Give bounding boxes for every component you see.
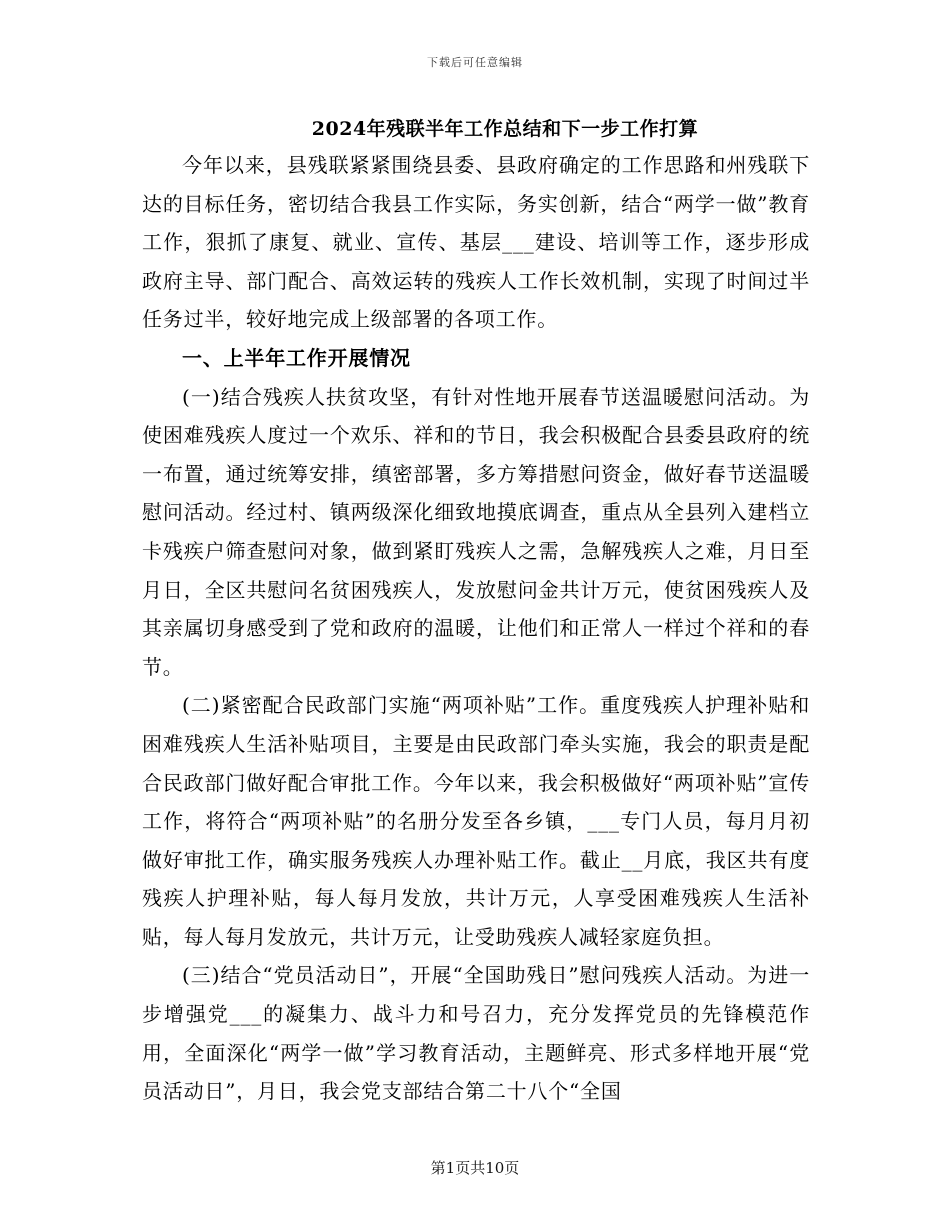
header-note: 下载后可任意编辑 bbox=[427, 56, 523, 69]
page-number: 第1页共10页 bbox=[430, 1159, 520, 1177]
document-body bbox=[142, 146, 810, 1111]
section-heading: 一、上半年工作开展情况 bbox=[182, 345, 411, 370]
section-paragraph-2: (二)紧密配合民政部门实施“两项补贴”工作。重度残疾人护理补贴和困难残疾人生活补贴项目，主要是由民政部门牵头实施，我会的职责是配合民政部门做好配合审批工作。今年以来，我会积极做好“两项补贴”宣传工作，将符合“两项补贴”的名册分发至各乡镇，___专门人员，每月月初做好审批工作，确实服务残疾人办理补贴工作。截止__月底，我区共有度残疾人护理补贴，每人每月发放，共计万元，人享受困难残疾人生活补贴，每人每月发放元，共计万元，让受助残疾人减轻家庭负担。 bbox=[142, 693, 810, 949]
section-paragraph-3: (三)结合“党员活动日”，开展“全国助残日”慰问残疾人活动。为进一步增强党___的凝集力、战斗力和号召力，充分发挥党员的先锋模范作用，全面深化“两学一做”学习教育活动，主题鲜亮、形式多样地开展“党员活动日”，月日，我会党支部结合第二十八个“全国 bbox=[142, 963, 810, 1104]
intro-paragraph: 今年以来，县残联紧紧围绕县委、县政府确定的工作思路和州残联下达的目标任务，密切结合我县工作实际，务实创新，结合“两学一做”教育工作，狠抓了康复、就业、宣传、基层___建设、培训等工作，逐步形成政府主导、部门配合、高效运转的残疾人工作长效机制，实现了时间过半任务过半，较好地完成上级部署的各项工作。 bbox=[142, 153, 810, 332]
section-paragraph-1: (一)结合残疾人扶贫攻坚，有针对性地开展春节送温暖慰问活动。为使困难残疾人度过一个欢乐、祥和的节日，我会积极配合县委县政府的统一布置，通过统筹安排，缜密部署，多方筹措慰问资金，做好春节送温暖慰问活动。经过村、镇两级深化细致地摸底调查，重点从全县列入建档立卡残疾户筛查慰问对象，做到紧盯残疾人之需，急解残疾人之难，月日至月日，全区共慰问名贫困残疾人，发放慰问金共计万元，使贫困残疾人及其亲属切身感受到了党和政府的温暖，让他们和正常人一样过个祥和的春节。 bbox=[142, 384, 810, 679]
document-title: 2024年残联半年工作总结和下一步工作打算 bbox=[311, 118, 699, 140]
